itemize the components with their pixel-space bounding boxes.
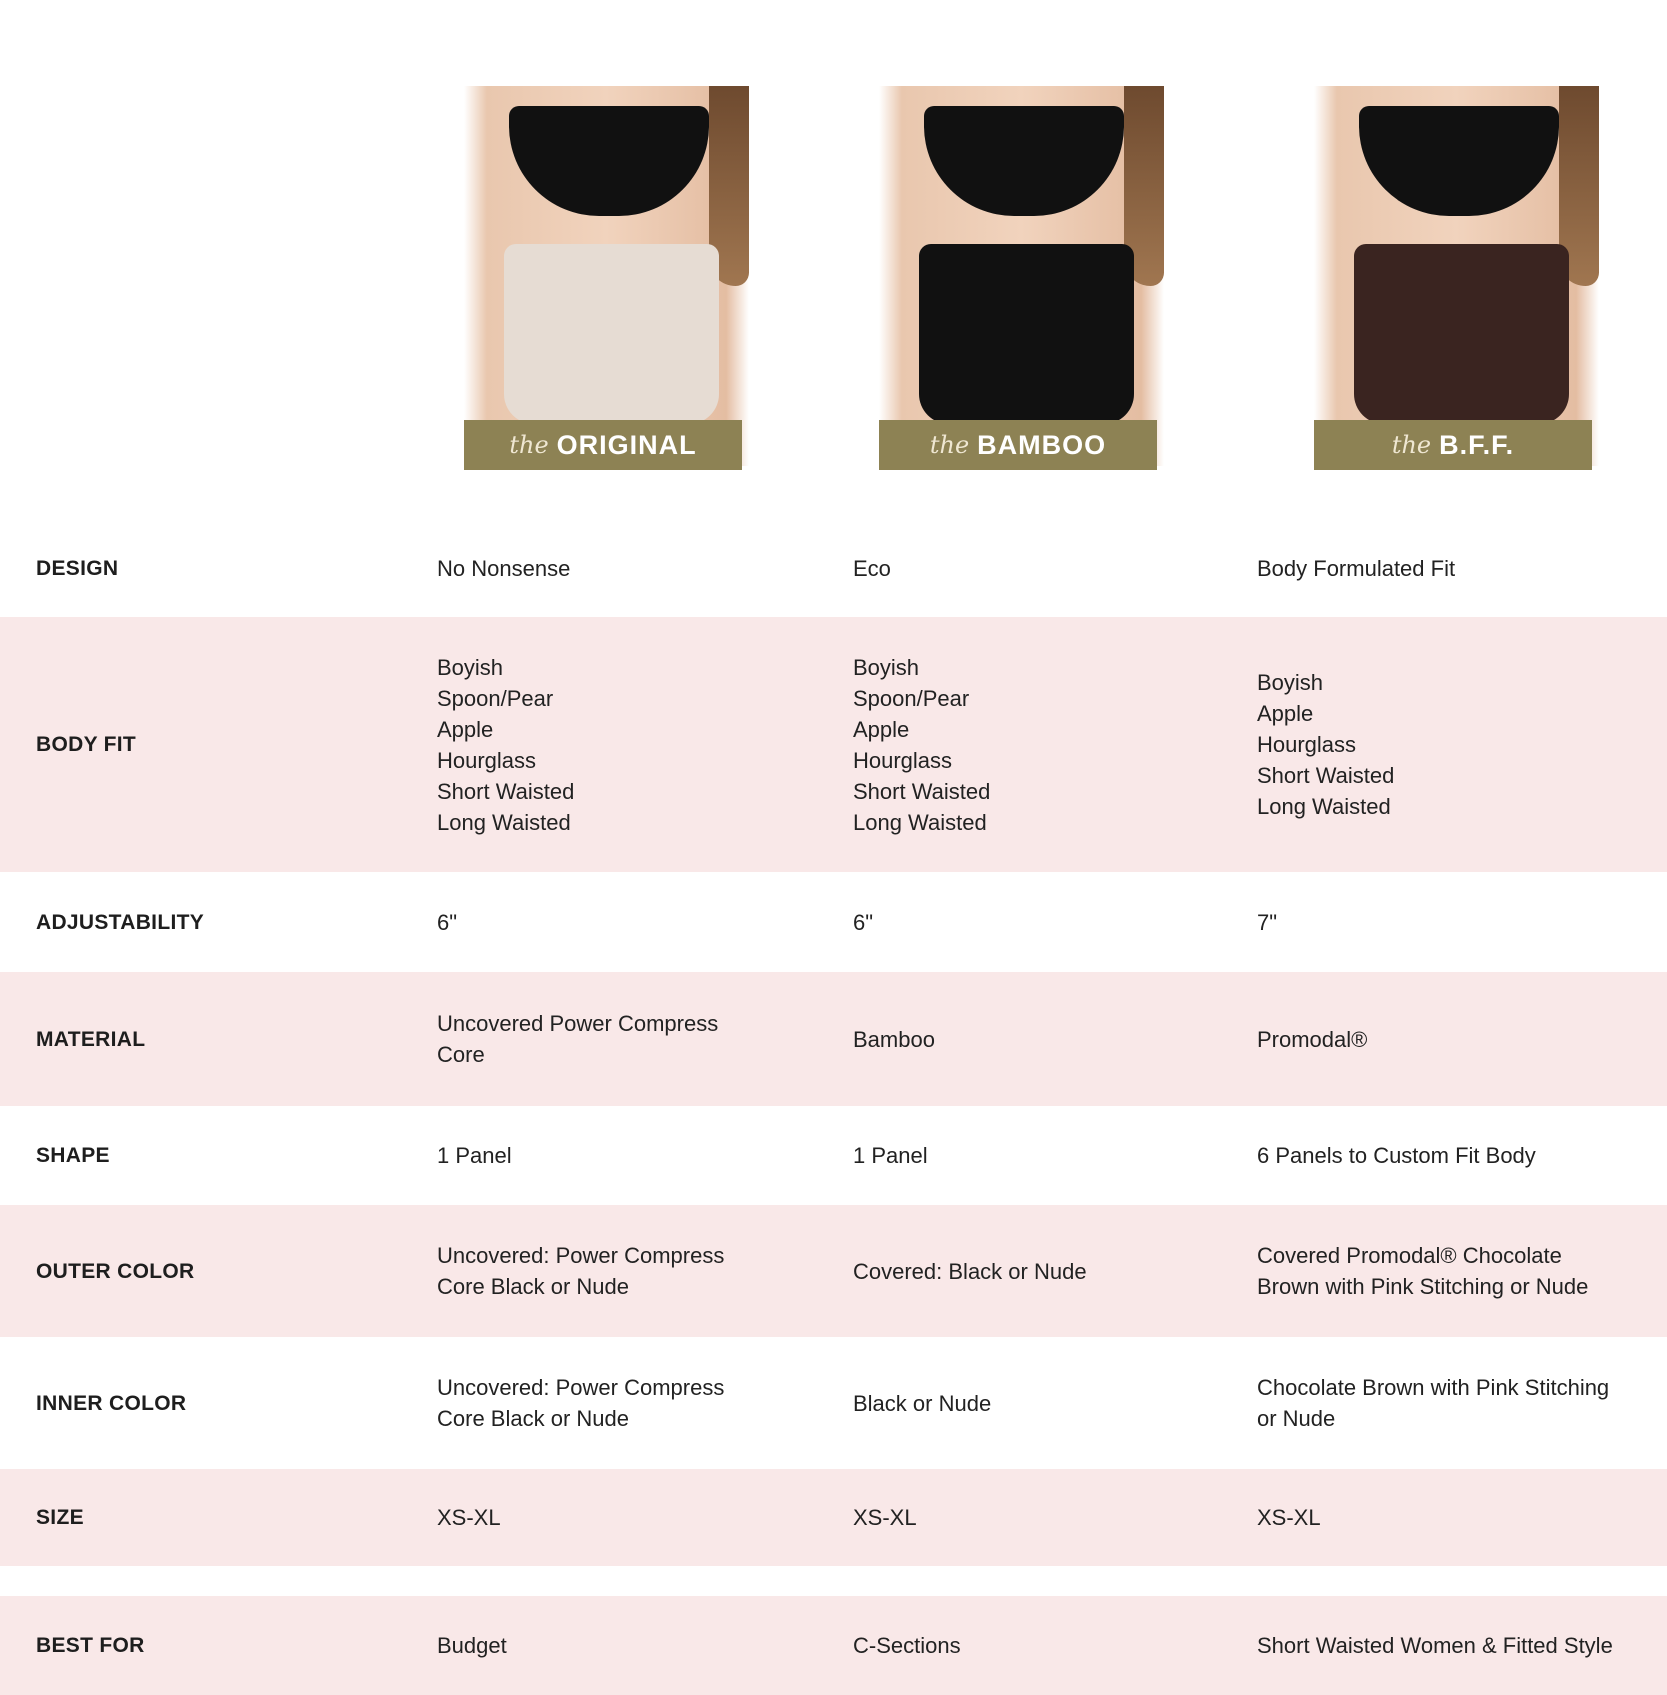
row-inner-color [0, 1337, 1667, 1469]
value-line: Long Waisted [853, 809, 987, 835]
bra-shape [509, 106, 709, 216]
model-photo [464, 86, 749, 466]
value-line: Brown with Pink Stitching or Nude [1257, 1274, 1589, 1299]
row-label: BODY FIT [36, 733, 137, 756]
row-label: SHAPE [36, 1144, 110, 1167]
value-cell [853, 617, 1223, 872]
value-line: Long Waisted [1257, 794, 1391, 819]
value-cell [853, 872, 1223, 972]
row-label: MATERIAL [36, 1027, 146, 1051]
banner-product-name: BAMBOO [977, 429, 1107, 460]
value-line: Short Waisted [1257, 763, 1395, 788]
value-cell [1257, 1337, 1657, 1469]
banner-prefix: the [509, 431, 549, 459]
row-size [0, 1469, 1667, 1566]
value-line: Long Waisted [437, 809, 571, 835]
product-image-original [464, 86, 749, 462]
banner-prefix: the [1391, 431, 1432, 459]
value-line: XS-XL [437, 1505, 501, 1530]
value-line: 1 Panel [437, 1143, 512, 1168]
row-label: DESIGN [36, 556, 119, 580]
value-line: C-Sections [853, 1633, 961, 1658]
value-line: Spoon/Pear [437, 685, 554, 711]
value-cell [1257, 617, 1657, 872]
value-line: Spoon/Pear [853, 685, 970, 711]
value-cell [853, 1469, 1223, 1566]
value-line: Boyish [437, 654, 504, 680]
value-line: 6" [437, 909, 458, 935]
value-line: Apple [437, 716, 494, 742]
row-body-fit [0, 617, 1667, 872]
banner-product-name: ORIGINAL [556, 429, 697, 460]
value-cell [853, 1106, 1223, 1205]
value-cell [437, 1205, 797, 1337]
value-line: Bamboo [853, 1026, 935, 1052]
value-cell [437, 617, 797, 872]
product-image-bff [1314, 86, 1599, 462]
model-photo [1314, 86, 1599, 466]
value-line: Covered: Black or Nude [853, 1258, 1087, 1284]
model-photo [879, 86, 1164, 466]
value-line: Core Black or Nude [437, 1406, 629, 1431]
value-line: Hourglass [853, 747, 953, 773]
value-cell [1257, 1205, 1657, 1337]
bra-shape [924, 106, 1124, 216]
value-line: 6 Panels to Custom Fit Body [1257, 1143, 1536, 1168]
value-line: Core [437, 1042, 485, 1067]
belly-band-shape [504, 244, 719, 424]
value-line: Boyish [1257, 670, 1324, 695]
value-cell [1257, 1106, 1657, 1205]
value-cell [437, 1106, 797, 1205]
banner-prefix: the [929, 431, 970, 459]
product-image-bamboo [879, 86, 1164, 462]
product-banner [879, 420, 1157, 470]
value-cell [1257, 1469, 1657, 1566]
value-line: Apple [853, 716, 910, 742]
value-line: Short Waisted [853, 778, 991, 804]
value-line: Promodal® [1257, 1026, 1368, 1052]
value-cell [853, 972, 1223, 1106]
row-design [0, 519, 1667, 617]
banner-product-name: B.F.F. [1439, 429, 1515, 460]
value-line: Boyish [853, 654, 920, 680]
row-label: INNER COLOR [36, 1391, 187, 1415]
row-label: ADJUSTABILITY [36, 910, 205, 934]
value-line: or Nude [1257, 1406, 1336, 1431]
row-best-for [0, 1596, 1667, 1695]
value-line: Uncovered: Power Compress [437, 1243, 725, 1268]
bra-shape [1359, 106, 1559, 216]
value-line: Uncovered: Power Compress [437, 1375, 725, 1400]
value-line: Apple [1257, 701, 1314, 726]
row-label: OUTER COLOR [36, 1259, 195, 1283]
row-outer-color [0, 1205, 1667, 1337]
value-line: 1 Panel [853, 1143, 928, 1168]
value-line: Chocolate Brown with Pink Stitching [1257, 1375, 1610, 1400]
value-line: Black or Nude [853, 1390, 992, 1416]
row-material [0, 972, 1667, 1106]
value-cell [1257, 972, 1657, 1106]
value-line: Body Formulated Fit [1257, 555, 1456, 581]
value-cell [1257, 1596, 1657, 1695]
value-cell [853, 519, 1223, 617]
belly-band-shape [1354, 244, 1569, 424]
row-adjustability [0, 872, 1667, 972]
value-line: No Nonsense [437, 555, 571, 581]
row-shape [0, 1106, 1667, 1205]
value-line: 7" [1257, 909, 1278, 935]
belly-band-shape [919, 244, 1134, 424]
value-line: Eco [853, 555, 891, 581]
value-line: XS-XL [1257, 1505, 1321, 1530]
value-cell [1257, 872, 1657, 972]
value-line: Hourglass [1257, 732, 1357, 757]
row-label: SIZE [36, 1506, 84, 1529]
value-cell [437, 1469, 797, 1566]
value-line: XS-XL [853, 1505, 917, 1530]
value-line: Short Waisted Women & Fitted Style [1257, 1633, 1613, 1658]
value-line: Core Black or Nude [437, 1274, 629, 1299]
value-cell [437, 1337, 797, 1469]
value-line: Short Waisted [437, 778, 575, 804]
value-cell [437, 872, 797, 972]
value-cell [853, 1205, 1223, 1337]
value-line: 6" [853, 909, 874, 935]
value-cell [437, 1596, 797, 1695]
value-cell [437, 972, 797, 1106]
value-cell [853, 1337, 1223, 1469]
value-line: Budget [437, 1633, 507, 1658]
product-banner [464, 420, 742, 470]
value-cell [437, 519, 797, 617]
value-cell [853, 1596, 1223, 1695]
product-banner [1314, 420, 1592, 470]
value-line: Covered Promodal® Chocolate [1257, 1243, 1562, 1268]
value-line: Hourglass [437, 747, 537, 773]
value-line: Uncovered Power Compress [437, 1011, 719, 1036]
value-cell [1257, 519, 1657, 617]
row-label: BEST FOR [36, 1634, 145, 1657]
